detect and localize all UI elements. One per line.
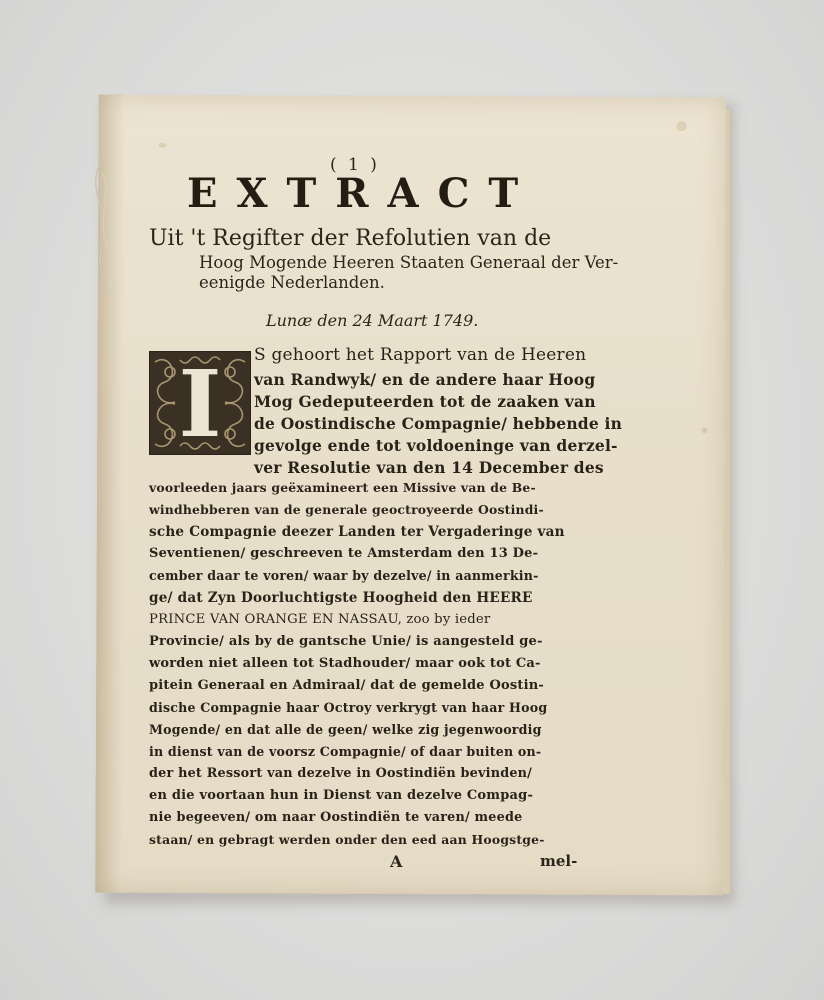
body-line: ver Resolutie van den 14 December des xyxy=(254,458,604,477)
body-line: nie begeeven/ om naar Oostindiën te varen/ meede xyxy=(149,810,523,825)
body-line: van Randwyk/ en de andere haar Hoog xyxy=(254,370,596,389)
body-line: Provincie/ als by de gantsche Unie/ is aangesteld ge- xyxy=(149,634,543,649)
body-line: de Oostindische Compagnie/ hebbende in xyxy=(254,414,623,433)
body-line: sche Compagnie deezer Landen ter Vergaderinge van xyxy=(149,524,565,540)
body-line: staan/ en gebragt werden onder den eed aan Hoogstge- xyxy=(149,832,545,847)
body-line: in dienst van de voorsz Compagnie/ of daar buiten on- xyxy=(149,744,542,759)
body-line: ge/ dat Zyn Doorluchtigste Hoogheid den HEERE xyxy=(149,590,533,606)
document-title: EXTRACT xyxy=(187,170,538,217)
body-line: pitein Generaal en Admiraal/ dat de gemelde Oostin- xyxy=(149,678,544,693)
body-line: gevolge ende tot voldoeninge van derzel- xyxy=(254,436,618,455)
foxing-stain xyxy=(701,427,707,433)
body-line: S gehoort het Rapport van de Heeren xyxy=(254,345,587,365)
signature-mark: A xyxy=(390,852,403,871)
body-line: worden niet alleen tot Stadhouder/ maar ook tot Ca- xyxy=(149,656,541,671)
subtitle-line-3: eenigde Nederlanden. xyxy=(199,273,385,292)
subtitle-line-2: Hoog Mogende Heeren Staaten Generaal der Ver- xyxy=(199,253,619,272)
catchword: mel- xyxy=(540,852,578,870)
date-line: Lunæ den 24 Maart 1749. xyxy=(266,311,479,330)
body-line: voorleeden jaars geëxamineert een Missive van de Be- xyxy=(149,480,536,495)
body-line: der het Ressort van dezelve in Oostindiën bevinden/ xyxy=(149,766,533,781)
subtitle-line-1: Uit 't Regifter der Refolutien van de xyxy=(149,226,552,251)
foxing-stain xyxy=(677,121,687,131)
page-number: ( 1 ) xyxy=(330,155,380,175)
body-line: dische Compagnie haar Octroy verkrygt van haar Hoog xyxy=(149,700,548,715)
decorated-initial xyxy=(149,351,251,455)
body-line: PRINCE VAN ORANGE EN NASSAU, zoo by ieder xyxy=(149,612,491,627)
body-line: en die voortaan hun in Dienst van dezelve Compag- xyxy=(149,788,534,803)
binding-thread xyxy=(84,166,134,296)
initial-letter: I xyxy=(178,351,222,455)
body-line: Mog Gedeputeerden tot de zaaken van xyxy=(254,392,596,411)
body-line: Seventienen/ geschreeven te Amsterdam den 13 De- xyxy=(149,546,539,561)
body-line: Mogende/ en dat alle de geen/ welke zig jegenwoordig xyxy=(149,722,542,737)
foxing-stain xyxy=(159,143,167,148)
body-line: cember daar te voren/ waar by dezelve/ in aanmerkin- xyxy=(149,568,539,583)
body-line: windhebberen van de generale geoctroyeerde Oostindi- xyxy=(149,502,544,517)
